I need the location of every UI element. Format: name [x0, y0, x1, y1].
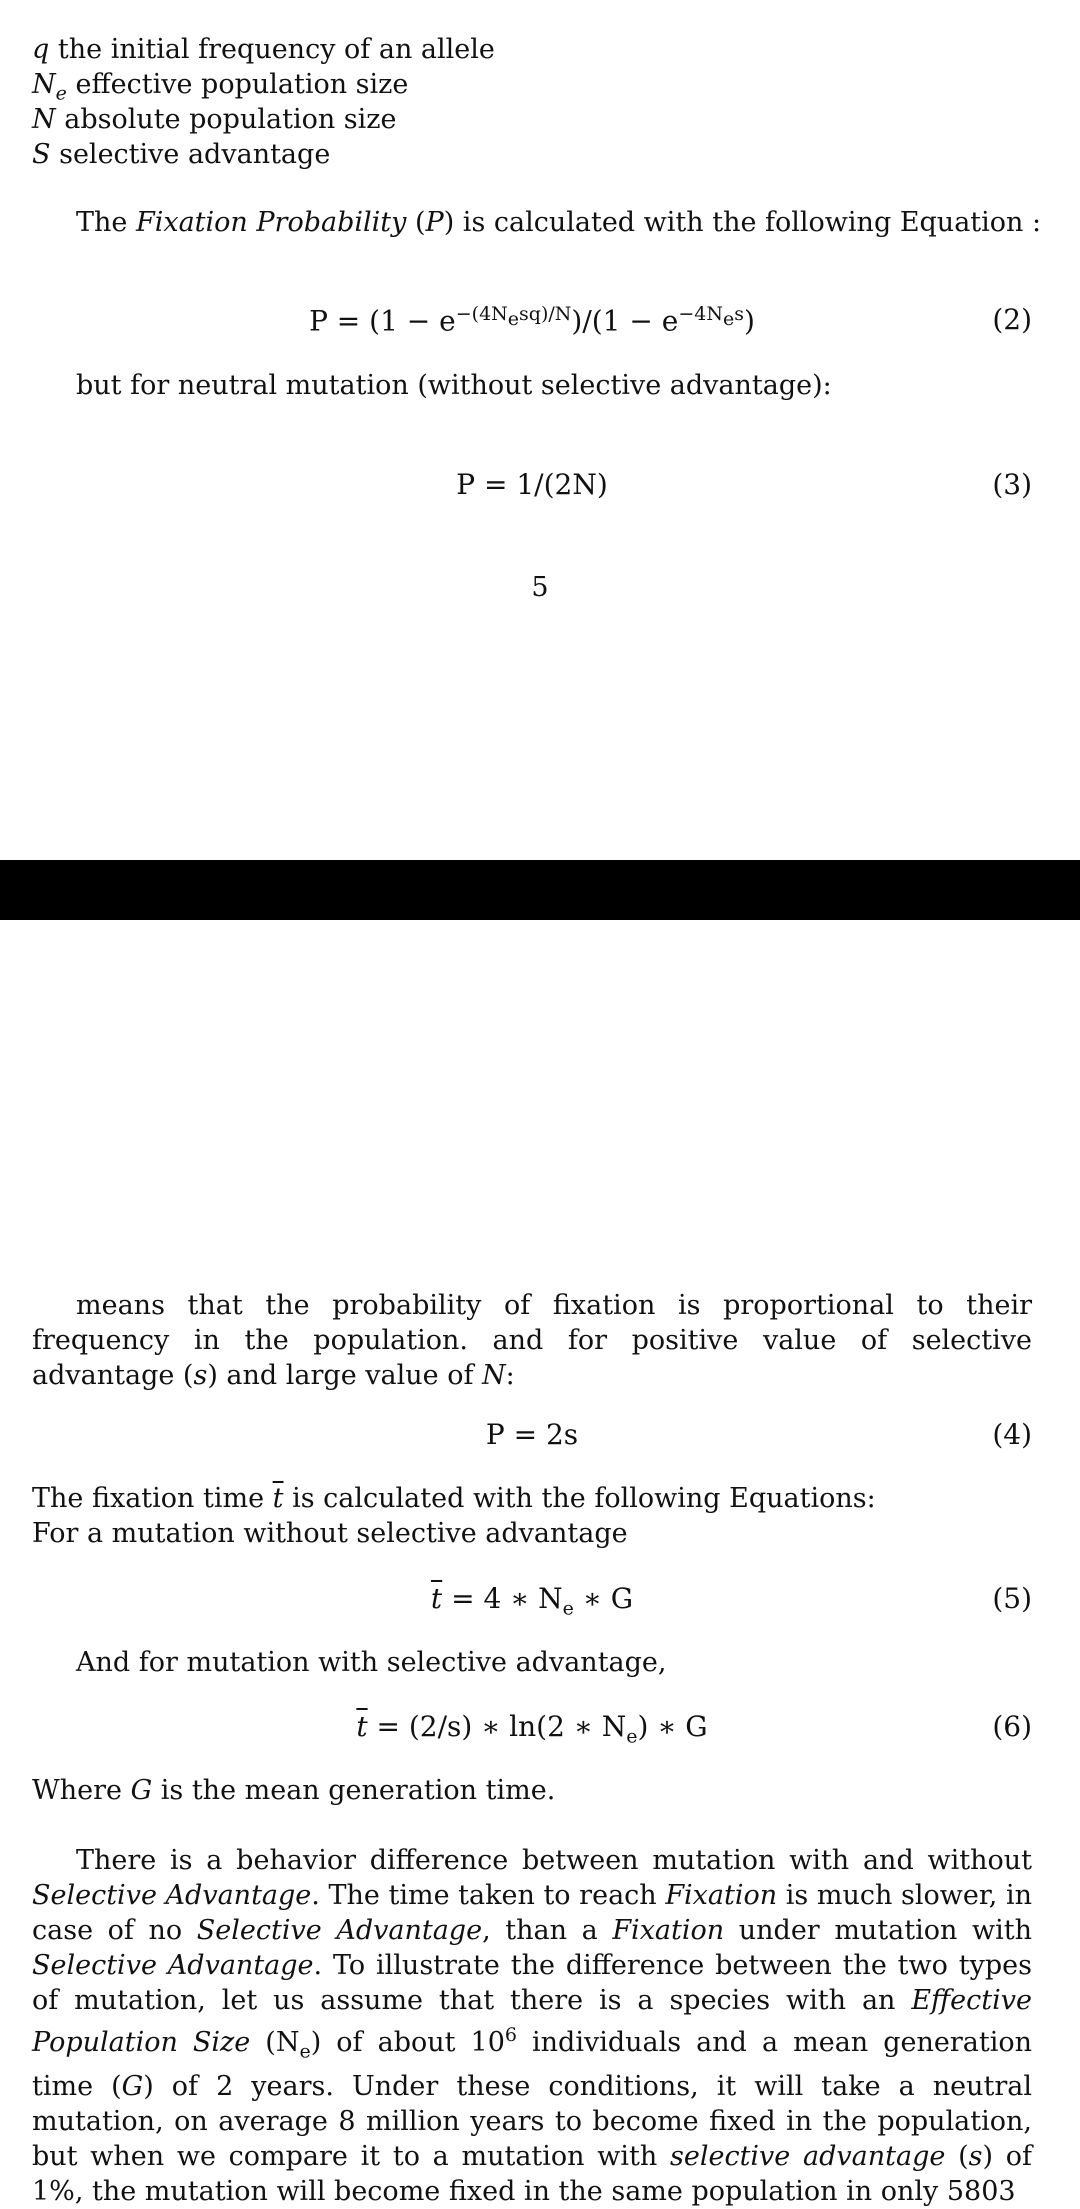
variable-ne: $N_e$ effective population size — [32, 69, 409, 105]
equation-2-number: (2) — [992, 303, 1032, 336]
generation-time-note: Where G is the mean generation time. — [32, 1775, 556, 1806]
variable-n: N absolute population size — [32, 104, 397, 135]
equation-4-number: (4) — [992, 1418, 1032, 1451]
page-number: 5 — [531, 572, 549, 603]
variable-q: q the initial frequency of an allele — [32, 34, 495, 65]
page-5-bottom-section — [0, 0, 1080, 860]
equation-6-number: (6) — [992, 1710, 1032, 1743]
fixation-frequency-paragraph: means that the probability of fixation is proportional to their frequency in the population. and for positive value of selective advantage (s) and large value of N: — [32, 1290, 1032, 1391]
page-separator — [0, 860, 1080, 920]
fixation-time-intro: The fixation time $\overline{t}$ is calculated with the following Equations: — [32, 1483, 876, 1514]
equation-2-body: $P = (1 - e^{-(4N_esq)/N})/(1 - e^{-4N_es})$ — [309, 303, 755, 338]
with-selective-advantage-text: And for mutation with selective advantage, — [76, 1647, 667, 1678]
equation-3-number: (3) — [992, 468, 1032, 501]
fixation-probability-intro: The Fixation Probability (P) is calculated with the following Equation : — [76, 207, 1042, 238]
equation-6 — [32, 1710, 1032, 1750]
neutral-mutation-text: but for neutral mutation (without selective advantage): — [76, 370, 832, 401]
equation-5-body: $\overline{t} = 4$ ∗ $N_e$ ∗ G — [430, 1582, 634, 1620]
equation-5 — [32, 1582, 1032, 1622]
equation-3 — [32, 468, 1032, 508]
page-6-top-section — [0, 920, 1080, 2208]
equation-3-body: P = 1/(2N) — [456, 468, 608, 501]
equation-4 — [32, 1418, 1032, 1458]
equation-5-number: (5) — [992, 1582, 1032, 1615]
equation-6-body: $\overline{t} = (2/s)$ ∗ ln(2 ∗ $N_e$) ∗ G — [356, 1710, 708, 1748]
behavior-difference-paragraph: There is a behavior difference between mutation with and without Selective Advantage. The time taken to reach Fixation is much slower, in case of no Selective Advantage, than a Fixation under mutation with Selective Advantage. To illustrate the difference between the two types of mutation, let us assume that there is a species with an Effective Population Size $(N_e)$ of about $10^6$ individuals and a mean generation time (G) of 2 years. Under these conditions, it will take a neutral mutation, on average 8 million years to become fixed in the population, but when we compare it to a mutation with selective advantage (s) of 1%, the mutation will become fixed in the same population in only 5803 — [32, 1845, 1032, 2208]
equation-4-body: P = 2s — [485, 1418, 579, 1451]
variable-s: S selective advantage — [32, 139, 331, 170]
without-selective-advantage-text: For a mutation without selective advantage — [32, 1518, 628, 1549]
equation-2 — [32, 303, 1032, 343]
